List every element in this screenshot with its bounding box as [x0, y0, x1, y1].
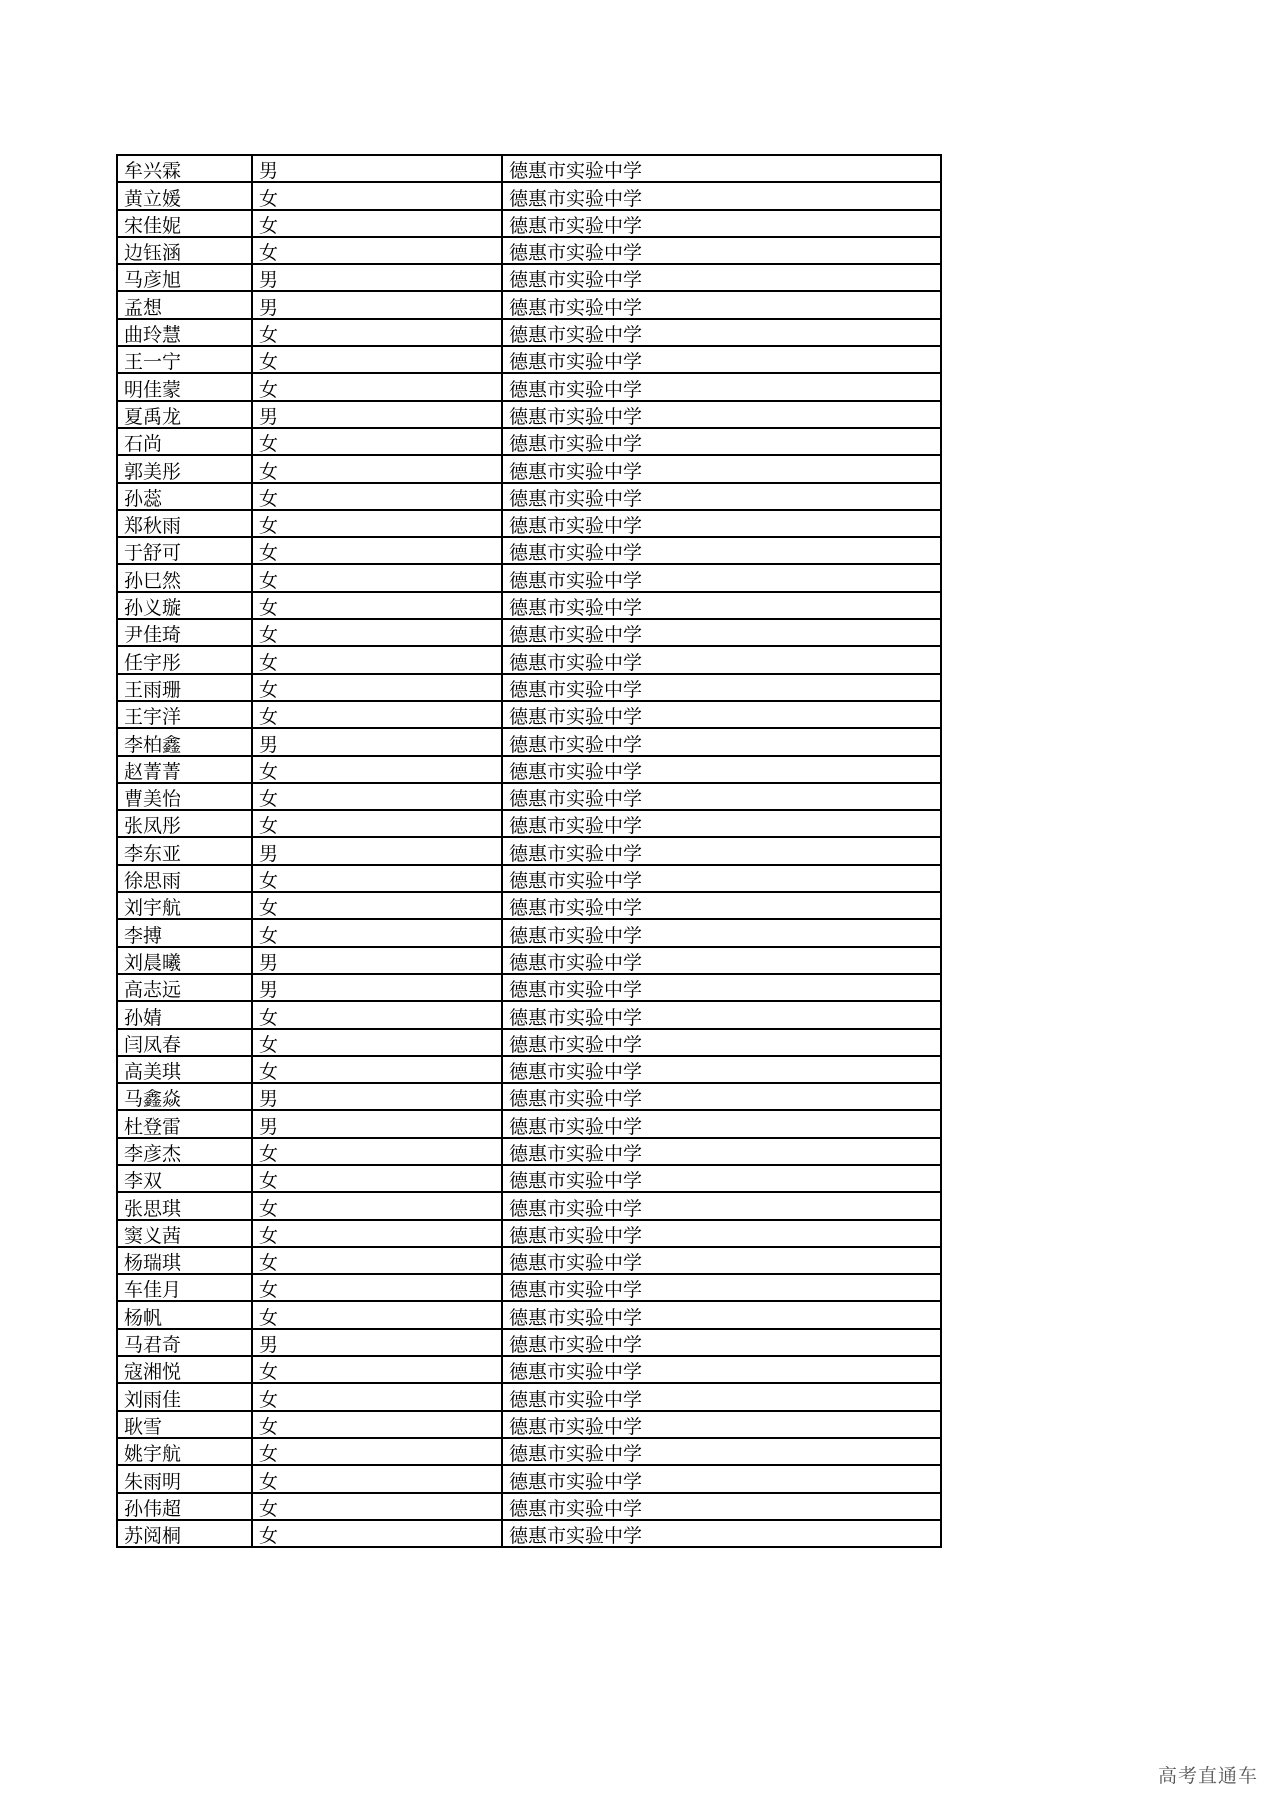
- name-cell: 张凤彤: [117, 810, 252, 837]
- gender-cell: 女: [252, 810, 502, 837]
- table-row: [117, 810, 941, 837]
- name-cell: 曲玲慧: [117, 319, 252, 346]
- school-cell: 德惠市实验中学: [502, 483, 941, 510]
- school-cell: 德惠市实验中学: [502, 674, 941, 701]
- school-cell: 德惠市实验中学: [502, 837, 941, 864]
- school-cell: 德惠市实验中学: [502, 947, 941, 974]
- school-cell: 德惠市实验中学: [502, 701, 941, 728]
- gender-cell: 男: [252, 155, 502, 182]
- gender-cell: 女: [252, 701, 502, 728]
- name-cell: 徐思雨: [117, 865, 252, 892]
- name-cell: 刘晨曦: [117, 947, 252, 974]
- gender-cell: 女: [252, 373, 502, 400]
- school-cell: 德惠市实验中学: [502, 592, 941, 619]
- name-cell: 赵菁菁: [117, 756, 252, 783]
- table-row: [117, 1110, 941, 1137]
- table-row: [117, 674, 941, 701]
- name-cell: 苏阅桐: [117, 1520, 252, 1547]
- watermark: 高考直通车: [1157, 1765, 1258, 1787]
- name-cell: 黄立媛: [117, 182, 252, 209]
- gender-cell: 女: [252, 1493, 502, 1520]
- table-row: [117, 264, 941, 291]
- gender-cell: 男: [252, 1083, 502, 1110]
- table-row: [117, 1056, 941, 1083]
- name-cell: 高志远: [117, 974, 252, 1001]
- gender-cell: 女: [252, 237, 502, 264]
- name-cell: 孙婧: [117, 1001, 252, 1028]
- name-cell: 郑秋雨: [117, 510, 252, 537]
- table-row: [117, 1411, 941, 1438]
- school-cell: 德惠市实验中学: [502, 728, 941, 755]
- table-row: [117, 237, 941, 264]
- school-cell: 德惠市实验中学: [502, 291, 941, 318]
- table-row: [117, 1383, 941, 1410]
- school-cell: 德惠市实验中学: [502, 1274, 941, 1301]
- table-row: [117, 428, 941, 455]
- table-row: [117, 1329, 941, 1356]
- gender-cell: 女: [252, 319, 502, 346]
- gender-cell: 男: [252, 1329, 502, 1356]
- gender-cell: 女: [252, 510, 502, 537]
- name-cell: 高美琪: [117, 1056, 252, 1083]
- name-cell: 杜登雷: [117, 1110, 252, 1137]
- gender-cell: 男: [252, 1110, 502, 1137]
- table-row: [117, 1274, 941, 1301]
- gender-cell: 女: [252, 483, 502, 510]
- table-row: [117, 865, 941, 892]
- gender-cell: 女: [252, 1138, 502, 1165]
- name-cell: 杨帆: [117, 1301, 252, 1328]
- gender-cell: 男: [252, 291, 502, 318]
- name-cell: 耿雪: [117, 1411, 252, 1438]
- school-cell: 德惠市实验中学: [502, 783, 941, 810]
- school-cell: 德惠市实验中学: [502, 1438, 941, 1465]
- gender-cell: 女: [252, 564, 502, 591]
- name-cell: 王宇洋: [117, 701, 252, 728]
- school-cell: 德惠市实验中学: [502, 919, 941, 946]
- gender-cell: 女: [252, 1220, 502, 1247]
- gender-cell: 女: [252, 346, 502, 373]
- school-cell: 德惠市实验中学: [502, 1165, 941, 1192]
- school-cell: 德惠市实验中学: [502, 1301, 941, 1328]
- table-row: [117, 1493, 941, 1520]
- gender-cell: 女: [252, 1411, 502, 1438]
- school-cell: 德惠市实验中学: [502, 1356, 941, 1383]
- table-row: [117, 1438, 941, 1465]
- gender-cell: 女: [252, 783, 502, 810]
- table-row: [117, 1083, 941, 1110]
- table-row: [117, 619, 941, 646]
- table-row: [117, 210, 941, 237]
- school-cell: 德惠市实验中学: [502, 455, 941, 482]
- gender-cell: 女: [252, 537, 502, 564]
- gender-cell: 女: [252, 892, 502, 919]
- name-cell: 窦义茜: [117, 1220, 252, 1247]
- school-cell: 德惠市实验中学: [502, 646, 941, 673]
- name-cell: 闫凤春: [117, 1029, 252, 1056]
- table-row: [117, 1520, 941, 1547]
- school-cell: 德惠市实验中学: [502, 1465, 941, 1492]
- name-cell: 王雨珊: [117, 674, 252, 701]
- name-cell: 牟兴霖: [117, 155, 252, 182]
- student-roster-table: [116, 154, 942, 1548]
- table-row: [117, 1220, 941, 1247]
- name-cell: 孙伟超: [117, 1493, 252, 1520]
- name-cell: 宋佳妮: [117, 210, 252, 237]
- gender-cell: 男: [252, 264, 502, 291]
- gender-cell: 女: [252, 1029, 502, 1056]
- gender-cell: 女: [252, 1274, 502, 1301]
- school-cell: 德惠市实验中学: [502, 319, 941, 346]
- name-cell: 刘宇航: [117, 892, 252, 919]
- name-cell: 刘雨佳: [117, 1383, 252, 1410]
- school-cell: 德惠市实验中学: [502, 1083, 941, 1110]
- school-cell: 德惠市实验中学: [502, 373, 941, 400]
- gender-cell: 女: [252, 619, 502, 646]
- gender-cell: 女: [252, 1165, 502, 1192]
- name-cell: 于舒可: [117, 537, 252, 564]
- gender-cell: 女: [252, 1056, 502, 1083]
- school-cell: 德惠市实验中学: [502, 210, 941, 237]
- school-cell: 德惠市实验中学: [502, 1110, 941, 1137]
- school-cell: 德惠市实验中学: [502, 1493, 941, 1520]
- gender-cell: 女: [252, 1001, 502, 1028]
- school-cell: 德惠市实验中学: [502, 756, 941, 783]
- school-cell: 德惠市实验中学: [502, 537, 941, 564]
- table-row: [117, 783, 941, 810]
- school-cell: 德惠市实验中学: [502, 1411, 941, 1438]
- table-row: [117, 319, 941, 346]
- school-cell: 德惠市实验中学: [502, 1056, 941, 1083]
- table-row: [117, 1465, 941, 1492]
- school-cell: 德惠市实验中学: [502, 1383, 941, 1410]
- school-cell: 德惠市实验中学: [502, 564, 941, 591]
- school-cell: 德惠市实验中学: [502, 1192, 941, 1219]
- gender-cell: 男: [252, 837, 502, 864]
- gender-cell: 男: [252, 974, 502, 1001]
- table-row: [117, 401, 941, 428]
- name-cell: 李东亚: [117, 837, 252, 864]
- table-row: [117, 1301, 941, 1328]
- school-cell: 德惠市实验中学: [502, 510, 941, 537]
- table-row: [117, 756, 941, 783]
- gender-cell: 女: [252, 1247, 502, 1274]
- school-cell: 德惠市实验中学: [502, 155, 941, 182]
- name-cell: 李搏: [117, 919, 252, 946]
- school-cell: 德惠市实验中学: [502, 865, 941, 892]
- name-cell: 张思琪: [117, 1192, 252, 1219]
- gender-cell: 女: [252, 1301, 502, 1328]
- gender-cell: 女: [252, 646, 502, 673]
- name-cell: 杨瑞琪: [117, 1247, 252, 1274]
- school-cell: 德惠市实验中学: [502, 974, 941, 1001]
- school-cell: 德惠市实验中学: [502, 346, 941, 373]
- table-row: [117, 510, 941, 537]
- name-cell: 孟想: [117, 291, 252, 318]
- name-cell: 明佳蒙: [117, 373, 252, 400]
- name-cell: 边钰涵: [117, 237, 252, 264]
- gender-cell: 女: [252, 674, 502, 701]
- table-row: [117, 1356, 941, 1383]
- school-cell: 德惠市实验中学: [502, 182, 941, 209]
- name-cell: 孙巳然: [117, 564, 252, 591]
- table-row: [117, 592, 941, 619]
- name-cell: 郭美彤: [117, 455, 252, 482]
- name-cell: 夏禹龙: [117, 401, 252, 428]
- table-row: [117, 947, 941, 974]
- table-row: [117, 837, 941, 864]
- name-cell: 马彦旭: [117, 264, 252, 291]
- name-cell: 尹佳琦: [117, 619, 252, 646]
- gender-cell: 女: [252, 919, 502, 946]
- school-cell: 德惠市实验中学: [502, 237, 941, 264]
- table-row: [117, 564, 941, 591]
- gender-cell: 男: [252, 947, 502, 974]
- gender-cell: 男: [252, 401, 502, 428]
- gender-cell: 女: [252, 455, 502, 482]
- name-cell: 孙蕊: [117, 483, 252, 510]
- table-row: [117, 483, 941, 510]
- table-row: [117, 373, 941, 400]
- gender-cell: 女: [252, 1465, 502, 1492]
- school-cell: 德惠市实验中学: [502, 892, 941, 919]
- gender-cell: 女: [252, 210, 502, 237]
- gender-cell: 女: [252, 1520, 502, 1547]
- table-row: [117, 155, 941, 182]
- school-cell: 德惠市实验中学: [502, 1329, 941, 1356]
- gender-cell: 女: [252, 1356, 502, 1383]
- gender-cell: 女: [252, 1383, 502, 1410]
- gender-cell: 女: [252, 1192, 502, 1219]
- name-cell: 李彦杰: [117, 1138, 252, 1165]
- school-cell: 德惠市实验中学: [502, 428, 941, 455]
- name-cell: 任宇彤: [117, 646, 252, 673]
- table-row: [117, 892, 941, 919]
- table-row: [117, 182, 941, 209]
- name-cell: 李双: [117, 1165, 252, 1192]
- name-cell: 王一宁: [117, 346, 252, 373]
- table-row: [117, 455, 941, 482]
- school-cell: 德惠市实验中学: [502, 264, 941, 291]
- name-cell: 李柏鑫: [117, 728, 252, 755]
- name-cell: 朱雨明: [117, 1465, 252, 1492]
- table-row: [117, 291, 941, 318]
- table-row: [117, 1001, 941, 1028]
- school-cell: 德惠市实验中学: [502, 401, 941, 428]
- name-cell: 马鑫焱: [117, 1083, 252, 1110]
- name-cell: 寇湘悦: [117, 1356, 252, 1383]
- school-cell: 德惠市实验中学: [502, 1001, 941, 1028]
- roster-body: [117, 155, 941, 1547]
- table-row: [117, 974, 941, 1001]
- gender-cell: 女: [252, 756, 502, 783]
- name-cell: 马君奇: [117, 1329, 252, 1356]
- name-cell: 曹美怡: [117, 783, 252, 810]
- name-cell: 孙义璇: [117, 592, 252, 619]
- gender-cell: 女: [252, 182, 502, 209]
- school-cell: 德惠市实验中学: [502, 619, 941, 646]
- table-row: [117, 646, 941, 673]
- table-row: [117, 701, 941, 728]
- table-row: [117, 1165, 941, 1192]
- gender-cell: 男: [252, 728, 502, 755]
- school-cell: 德惠市实验中学: [502, 810, 941, 837]
- table-row: [117, 1192, 941, 1219]
- gender-cell: 女: [252, 1438, 502, 1465]
- school-cell: 德惠市实验中学: [502, 1520, 941, 1547]
- table-row: [117, 1247, 941, 1274]
- gender-cell: 女: [252, 865, 502, 892]
- gender-cell: 女: [252, 592, 502, 619]
- school-cell: 德惠市实验中学: [502, 1247, 941, 1274]
- name-cell: 姚宇航: [117, 1438, 252, 1465]
- table-row: [117, 537, 941, 564]
- table-row: [117, 1029, 941, 1056]
- name-cell: 石尚: [117, 428, 252, 455]
- school-cell: 德惠市实验中学: [502, 1029, 941, 1056]
- name-cell: 车佳月: [117, 1274, 252, 1301]
- table-row: [117, 919, 941, 946]
- table-row: [117, 728, 941, 755]
- school-cell: 德惠市实验中学: [502, 1220, 941, 1247]
- school-cell: 德惠市实验中学: [502, 1138, 941, 1165]
- table-row: [117, 1138, 941, 1165]
- table-row: [117, 346, 941, 373]
- gender-cell: 女: [252, 428, 502, 455]
